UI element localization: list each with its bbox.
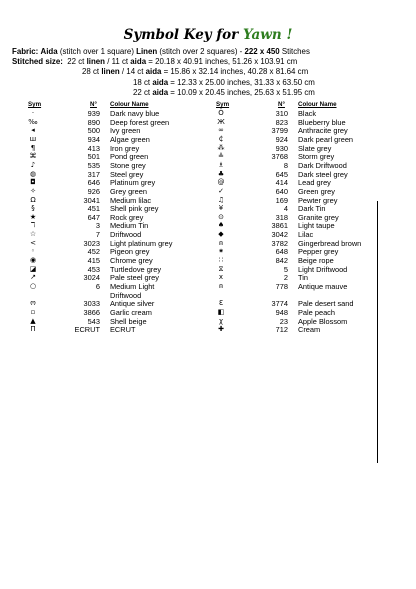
colour-name: Cream xyxy=(298,325,321,335)
fabric-line xyxy=(12,47,412,57)
colour-name: Dark pearl green xyxy=(298,134,354,144)
stitch-symbol-icon: ↗ xyxy=(30,273,36,282)
colour-name: Lilac xyxy=(298,230,314,240)
stitch-symbol-icon: Π xyxy=(30,325,36,334)
stitch-symbol-icon: ◂ xyxy=(31,126,35,135)
stitch-symbol-icon: ♣ xyxy=(217,169,225,178)
stitch-symbol-icon: ¶ xyxy=(30,143,36,152)
colour-name: Tin xyxy=(298,273,308,283)
size-fabric-aida: aida xyxy=(145,67,162,76)
dmc-number: 823 xyxy=(275,117,288,127)
colour-name: Dark Driftwood xyxy=(298,160,347,170)
colour-name: Antique mauve xyxy=(298,282,348,291)
colour-name: Medium Tin xyxy=(110,221,149,231)
size-dimensions: = 20.18 x 40.91 inches, 51.26 x 103.91 cm xyxy=(146,57,298,66)
stitch-symbol-icon: ⍝ xyxy=(218,238,224,247)
dmc-number: 939 xyxy=(87,109,100,118)
size-fabric-linen: linen xyxy=(101,67,120,76)
symbol-row xyxy=(28,187,198,196)
stitch-symbol-icon: ო xyxy=(30,299,36,308)
stitch-symbol-icon: ♫ xyxy=(217,195,225,204)
colour-name: ECRUT xyxy=(110,325,136,335)
fabric-linen-note: (stitch over 2 squares) xyxy=(159,47,238,56)
dmc-number: 3866 xyxy=(83,307,100,317)
colour-name: Granite grey xyxy=(298,212,339,222)
colour-name: Platinum grey xyxy=(110,178,156,188)
symbol-row xyxy=(28,109,198,118)
colour-name: Steel grey xyxy=(110,169,144,179)
header-sym: Sym xyxy=(28,101,42,108)
colour-name: Pepper grey xyxy=(298,247,339,257)
stitch-symbol-icon: ◦ xyxy=(30,247,36,256)
stitch-symbol-icon: ▲ xyxy=(30,316,36,325)
symbol-row xyxy=(28,239,198,248)
dmc-number: 535 xyxy=(87,160,100,170)
symbol-row xyxy=(28,135,198,144)
colour-name: Pewter grey xyxy=(298,195,338,205)
dmc-number: 3782 xyxy=(271,238,288,248)
colour-name: Ivy green xyxy=(110,126,141,136)
dmc-number: 842 xyxy=(275,256,288,266)
size-fabric-aida: aida xyxy=(152,78,169,87)
stitch-symbol-icon: ◉ xyxy=(29,256,37,265)
symbol-row xyxy=(28,152,198,161)
stitch-symbol-icon: < xyxy=(30,238,36,247)
dmc-number: 7 xyxy=(95,230,100,240)
title-pattern-name: Yawn ! xyxy=(242,27,293,43)
colour-name: Pale peach xyxy=(298,307,335,317)
colour-name: Grey green xyxy=(110,186,147,196)
colour-name: Chrome grey xyxy=(110,256,153,266)
dmc-number: 3024 xyxy=(83,273,100,283)
symbol-row xyxy=(28,265,198,274)
stitch-symbol-icon: ◆ xyxy=(218,230,224,239)
symbol-row xyxy=(28,230,198,239)
dmc-number: 3 xyxy=(95,221,100,231)
dmc-number: 934 xyxy=(87,134,100,144)
stitch-symbol-icon: Ɛ xyxy=(218,299,224,308)
stitch-symbol-icon: ★ xyxy=(29,212,37,221)
stitch-symbol-icon: ¥ xyxy=(218,204,224,213)
stitch-symbol-icon: x xyxy=(218,273,224,282)
stitch-symbol-icon: ♪ xyxy=(30,160,36,169)
stitch-symbol-icon: Ж xyxy=(217,117,225,126)
symbol-table-left xyxy=(28,100,198,362)
stitch-symbol-icon: ⧖ xyxy=(218,264,224,273)
symbol-row xyxy=(28,118,198,127)
column-divider xyxy=(377,201,378,463)
dmc-number: 6 xyxy=(95,282,100,291)
colour-name: Pond green xyxy=(110,152,149,162)
stitch-symbol-icon: ☆ xyxy=(29,230,37,239)
colour-name: Beige rope xyxy=(298,256,334,266)
symbol-row xyxy=(28,213,198,222)
size-fabric-aida: aida xyxy=(152,88,169,97)
header-colour-name: Colour Name xyxy=(298,101,337,108)
symbol-row xyxy=(28,196,198,205)
colour-name: Pale desert sand xyxy=(298,299,354,309)
fabric-dash: - xyxy=(239,47,243,56)
stitch-symbol-icon: Ö xyxy=(218,109,224,117)
stitch-symbol-icon: ∷ xyxy=(218,256,224,265)
size-count: / 11 ct xyxy=(105,57,131,66)
dmc-number: 501 xyxy=(87,152,100,162)
colour-name: Slate grey xyxy=(298,143,332,153)
dmc-number: 3041 xyxy=(83,195,100,205)
dmc-number: 317 xyxy=(87,169,100,179)
size-fabric-linen: linen xyxy=(86,57,105,66)
stitch-symbol-icon: ✓ xyxy=(218,186,224,195)
symbol-row xyxy=(28,282,198,291)
symbol-row xyxy=(28,317,198,326)
header-number: N° xyxy=(278,101,285,108)
colour-name: Turtledove grey xyxy=(110,264,162,274)
title-prefix: Symbol Key for xyxy=(123,27,243,43)
colour-name: Deep forest green xyxy=(110,117,170,127)
symbol-row xyxy=(28,308,198,317)
dmc-number: 451 xyxy=(87,204,100,214)
stitched-size-line-3 xyxy=(133,78,416,88)
stitched-size-line-2 xyxy=(82,67,416,77)
size-fabric-aida: aida xyxy=(130,57,147,66)
dmc-number: 712 xyxy=(275,325,288,335)
colour-name: Medium Light xyxy=(110,282,155,291)
size-count: 28 ct xyxy=(82,67,102,76)
dmc-number: 3799 xyxy=(271,126,288,136)
fabric-stitches: 222 x 450 xyxy=(244,47,280,56)
colour-name: Rock grey xyxy=(110,212,144,222)
dmc-number: 924 xyxy=(275,134,288,144)
size-dimensions: = 10.09 x 20.45 inches, 25.63 x 51.95 cm xyxy=(168,88,315,97)
fabric-linen: Linen xyxy=(136,47,158,56)
colour-name: Stone grey xyxy=(110,160,146,170)
stitched-size-line-1 xyxy=(12,57,412,67)
dmc-number: 2 xyxy=(283,273,288,283)
colour-name: Shell pink grey xyxy=(110,204,159,214)
dmc-number: 646 xyxy=(87,178,100,188)
colour-name: Gingerbread brown xyxy=(298,238,362,248)
fabric-aida-note: (stitch over 1 square) xyxy=(59,47,134,56)
colour-name: Light Driftwood xyxy=(298,264,348,274)
colour-name: Black xyxy=(298,109,317,118)
size-count: 22 ct xyxy=(67,57,87,66)
stitch-symbol-icon: ✧ xyxy=(30,186,36,195)
symbol-row xyxy=(28,144,198,153)
dmc-number: 413 xyxy=(87,143,100,153)
stitch-symbol-icon: ♗ xyxy=(217,160,225,169)
dmc-number: 640 xyxy=(275,186,288,196)
dmc-number: 23 xyxy=(279,316,288,326)
dmc-number: 4 xyxy=(283,204,288,214)
stitch-symbol-icon: @ xyxy=(217,178,225,187)
colour-name: Pigeon grey xyxy=(110,247,150,257)
stitch-symbol-icon: ♠ xyxy=(217,221,225,230)
colour-name: Apple Blossom xyxy=(298,316,348,326)
size-count: / 14 ct xyxy=(119,67,146,76)
dmc-number: 3042 xyxy=(271,230,288,240)
dmc-number: 500 xyxy=(87,126,100,136)
dmc-number: 647 xyxy=(87,212,100,222)
stitched-size-line-4 xyxy=(133,88,416,98)
stitch-symbol-icon: ◘ xyxy=(30,178,36,187)
size-dimensions: = 15.86 x 32.14 inches, 40.28 x 81.64 cm xyxy=(161,67,309,76)
dmc-number: 318 xyxy=(275,212,288,222)
colour-name: Dark steel grey xyxy=(298,169,348,179)
colour-name: Driftwood xyxy=(110,230,142,240)
symbol-row xyxy=(28,170,198,179)
stitch-symbol-icon: · xyxy=(31,109,35,117)
dmc-number: 645 xyxy=(275,169,288,179)
stitch-symbol-icon: Ω xyxy=(30,195,36,204)
stitch-symbol-icon: ◧ xyxy=(217,307,225,316)
colour-name: Lead grey xyxy=(298,178,331,188)
stitch-symbol-icon: § xyxy=(31,204,35,213)
colour-name: Anthracite grey xyxy=(298,126,348,136)
symbol-row xyxy=(28,325,198,334)
stitch-symbol-icon: ⁂ xyxy=(217,143,225,152)
stitched-size-label: Stitched size: xyxy=(12,57,63,66)
fabric-label: Fabric: xyxy=(12,47,39,56)
symbol-row xyxy=(28,161,198,170)
colour-name: Algae green xyxy=(110,134,150,144)
stitch-symbol-icon: ‰ xyxy=(28,117,38,126)
dmc-number: 3861 xyxy=(271,221,288,231)
dmc-number: 414 xyxy=(275,178,288,188)
symbol-row xyxy=(28,299,198,308)
colour-name: Antique silver xyxy=(110,299,155,309)
stitch-symbol-icon: ш xyxy=(29,134,37,143)
size-count: 22 ct xyxy=(133,88,153,97)
dmc-number: 648 xyxy=(275,247,288,257)
dmc-number: 169 xyxy=(275,195,288,205)
colour-name: Light platinum grey xyxy=(110,238,173,248)
colour-name: Iron grey xyxy=(110,143,140,153)
colour-name: Shell beige xyxy=(110,316,147,326)
dmc-number: 3023 xyxy=(83,238,100,248)
dmc-number: 890 xyxy=(87,117,100,127)
dmc-number: 3033 xyxy=(83,299,100,309)
colour-name: Light taupe xyxy=(298,221,335,231)
symbol-row xyxy=(28,204,198,213)
colour-name: Blueberry blue xyxy=(298,117,346,127)
dmc-number: 543 xyxy=(87,316,100,326)
stitch-symbol-icon: ∞ xyxy=(218,126,224,135)
header-number: N° xyxy=(90,101,97,108)
symbol-row xyxy=(28,256,198,265)
symbol-row xyxy=(28,221,198,230)
colour-name: Pale steel grey xyxy=(110,273,159,283)
stitch-symbol-icon: ◍ xyxy=(29,169,37,178)
dmc-number: 778 xyxy=(275,282,288,291)
size-count: 18 ct xyxy=(133,78,153,87)
symbol-table-right xyxy=(216,100,406,362)
stitch-symbol-icon: ℸ xyxy=(30,221,36,230)
stitch-symbol-icon: ⊙ xyxy=(218,212,224,221)
header-sym: Sym xyxy=(216,101,230,108)
symbol-row xyxy=(28,247,198,256)
stitch-symbol-icon: χ xyxy=(218,316,224,325)
colour-name: Storm grey xyxy=(298,152,335,162)
symbol-row xyxy=(28,178,198,187)
dmc-number: 926 xyxy=(87,186,100,196)
dmc-number: 8 xyxy=(283,160,288,170)
dmc-number: 3768 xyxy=(271,152,288,162)
colour-name: Dark navy blue xyxy=(110,109,160,118)
header-colour-name: Colour Name xyxy=(110,101,149,108)
page-title xyxy=(0,27,416,43)
colour-name: Green grey xyxy=(298,186,335,196)
fabric-aida: Aida xyxy=(40,47,58,56)
stitch-symbol-icon: ₵ xyxy=(218,134,224,143)
stitch-symbol-icon: ✚ xyxy=(218,325,224,334)
stitch-symbol-icon: ▫ xyxy=(30,307,36,316)
dmc-number: 453 xyxy=(87,264,100,274)
dmc-number: 415 xyxy=(87,256,100,266)
dmc-number: 930 xyxy=(275,143,288,153)
dmc-number: 3774 xyxy=(271,299,288,309)
stitch-symbol-icon: ◪ xyxy=(29,264,37,273)
fabric-stitches-label: Stitches xyxy=(281,47,310,56)
symbol-row xyxy=(28,126,198,135)
dmc-number: 5 xyxy=(283,264,288,274)
size-dimensions: = 12.33 x 25.00 inches, 31.33 x 63.50 cm xyxy=(168,78,315,87)
dmc-number: 948 xyxy=(275,307,288,317)
stitch-symbol-icon: ○ xyxy=(29,282,37,290)
dmc-number: 452 xyxy=(87,247,100,257)
stitch-symbol-icon: ≗ xyxy=(218,152,224,161)
colour-name-continued: Driftwood xyxy=(110,290,142,300)
symbol-row xyxy=(28,273,198,282)
dmc-number: ECRUT xyxy=(74,325,100,335)
stitch-symbol-icon: ⌘ xyxy=(29,152,37,161)
colour-name: Dark Tin xyxy=(298,204,326,214)
colour-name: Garlic cream xyxy=(110,307,152,317)
colour-name: Medium lilac xyxy=(110,195,152,205)
stitch-symbol-icon: ⁕ xyxy=(218,247,224,256)
stitch-symbol-icon: ⍝ xyxy=(218,282,224,290)
dmc-number: 310 xyxy=(275,109,288,118)
